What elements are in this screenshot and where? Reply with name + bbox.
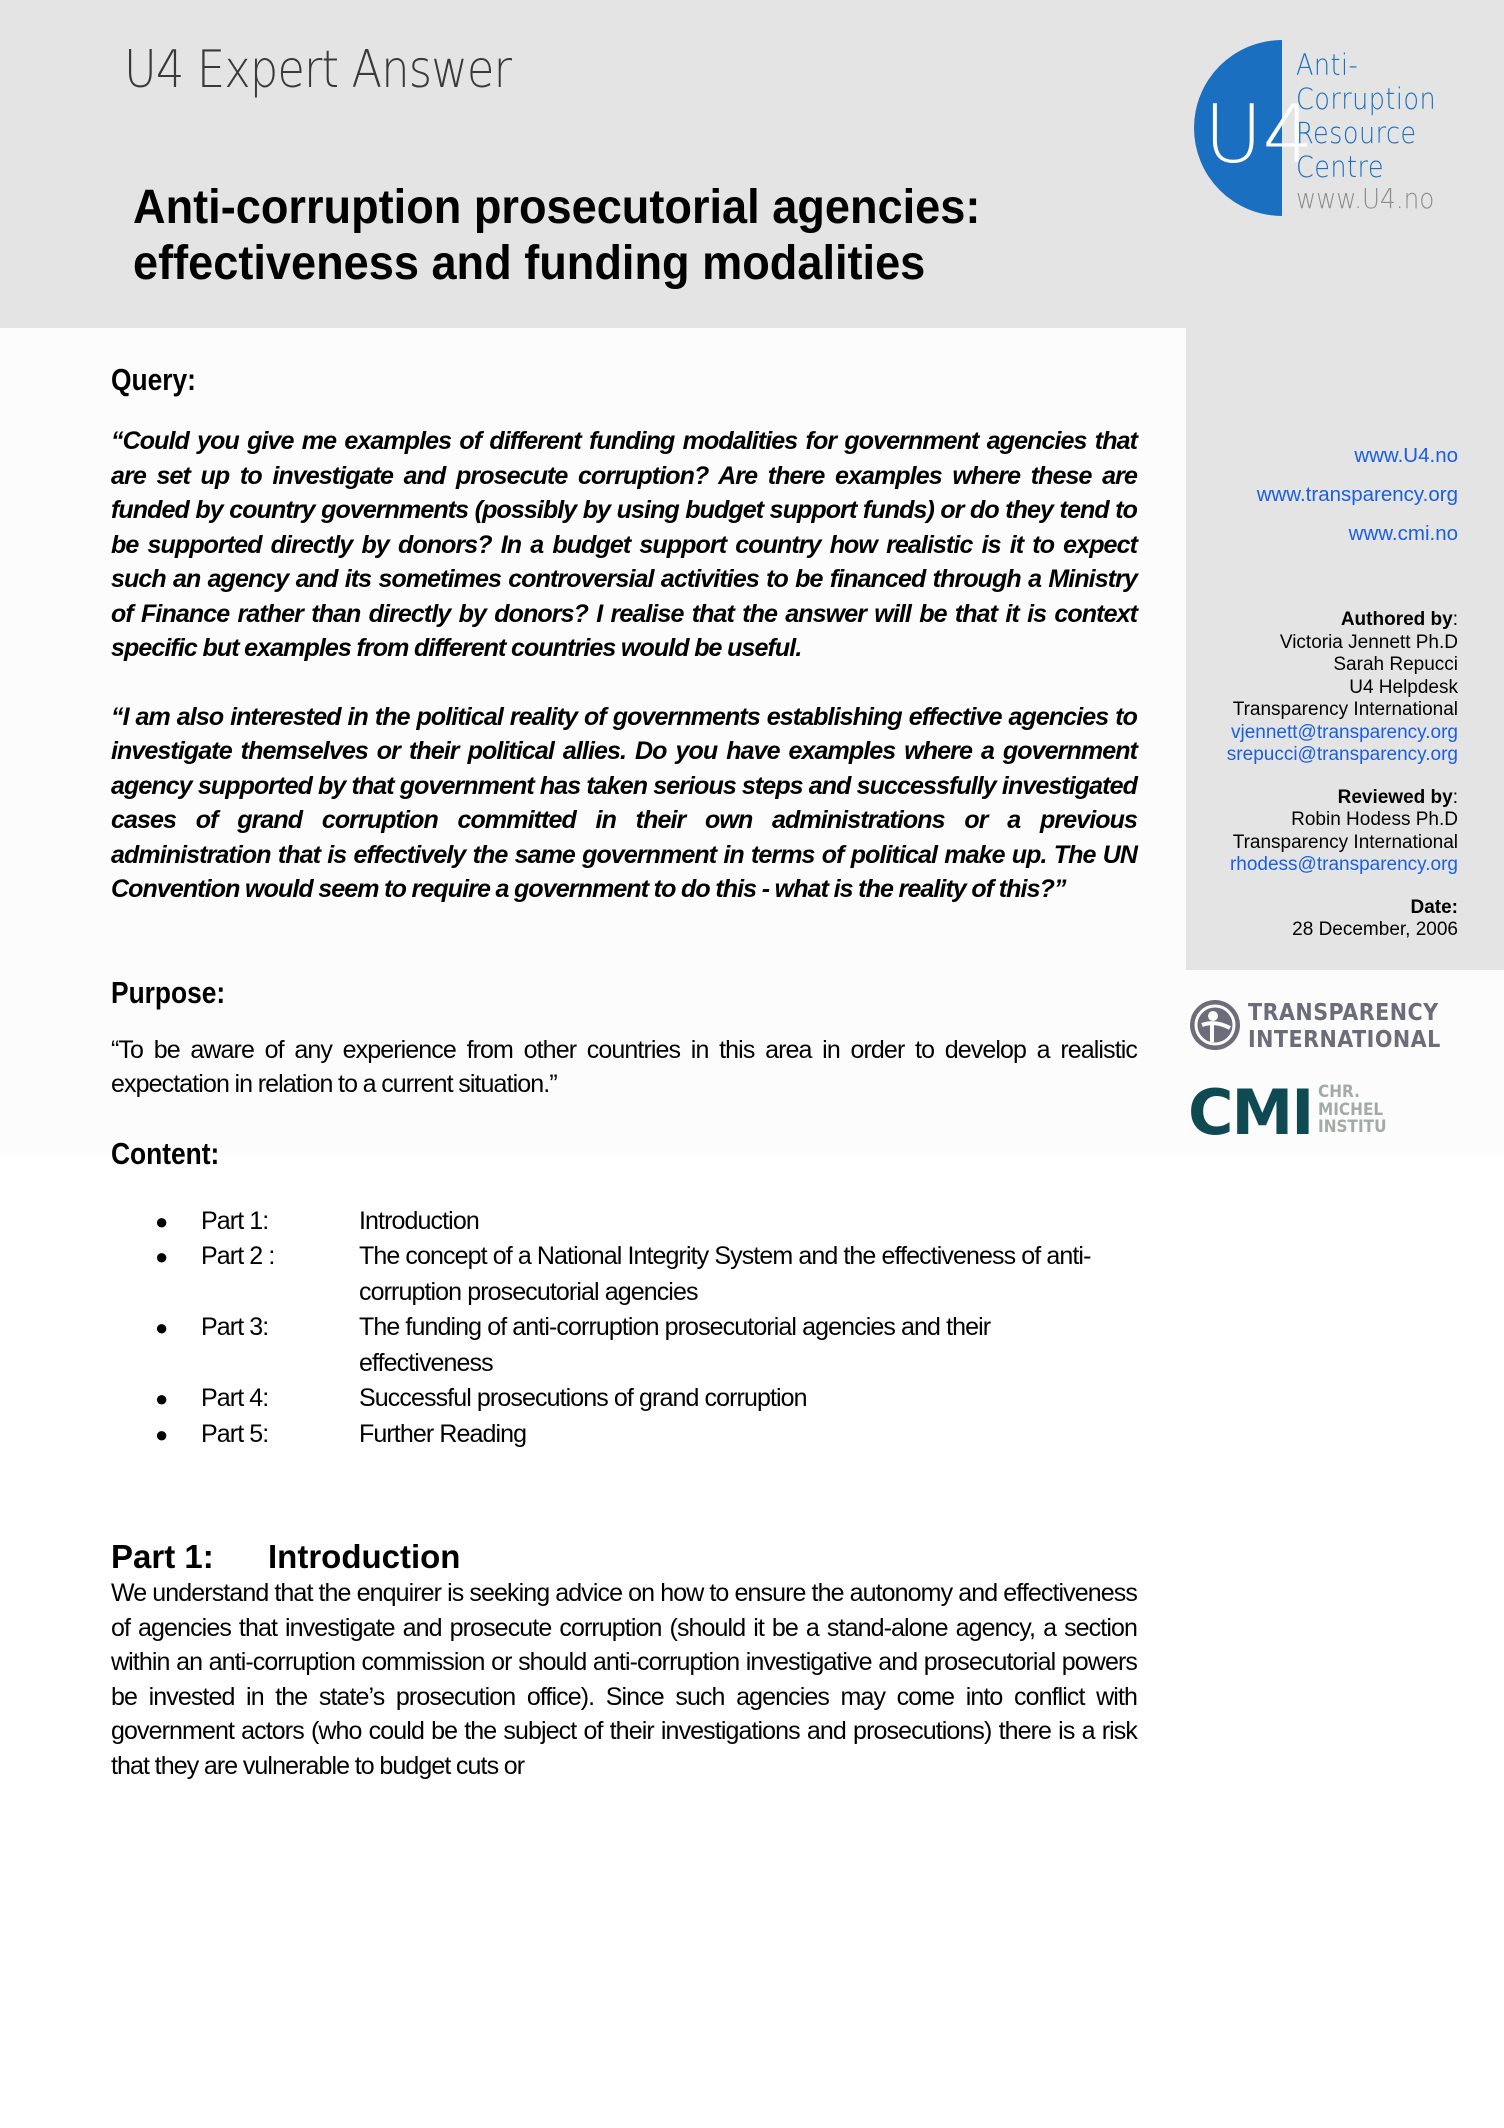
bullet-icon: ● [155,1315,168,1340]
bullet-icon: ● [155,1386,168,1411]
date-block [1186,897,1458,942]
part-label: Part 1: [201,1206,269,1235]
ti-line: INTERNATIONAL [1248,1027,1441,1053]
bullet-icon: ● [155,1244,168,1269]
reviewed-label: Reviewed by [1337,786,1453,808]
author-email-link[interactable]: vjennett@transparency.org [1231,721,1458,743]
link-u4[interactable]: www.U4.no [1354,444,1458,467]
u4-logo-url: www.U4.no [1296,182,1435,215]
title-line-2: effectiveness and funding modalities [133,237,926,290]
part-text: Further Reading [359,1419,527,1448]
query-heading: Query: [111,362,196,397]
document-title [133,180,1120,292]
reviewed-block: Reviewed by: Robin Hodess Ph.D Transparency International rhodess@transparency.org [1186,787,1458,877]
transparency-international-logo [1188,998,1458,1058]
part-label: Part 4: [201,1384,269,1412]
authored-block: Authored by: Victoria Jennett Ph.D Sarah Repucci U4 Helpdesk Transparency International vjennett@transparency.org srepucci@transparency.org [1186,609,1458,767]
part-label: Part 2 : [201,1242,275,1270]
bullet-icon: ● [155,1421,168,1447]
u4-line: Centre [1296,150,1384,184]
u4-logo-text [1296,48,1436,184]
u4-line: Corruption [1296,82,1437,116]
date-value: 28 December, 2006 [1292,919,1458,940]
author-name: Victoria Jennett Ph.D [1279,631,1458,653]
link-cmi[interactable]: www.cmi.no [1348,522,1458,545]
ti-logo-text [1248,1000,1441,1054]
cmi-logo [1188,1076,1418,1149]
content-heading: Content: [111,1135,220,1171]
cmi-line: MICHEL [1318,1099,1384,1120]
reviewer-email-link[interactable]: rhodess@transparency.org [1229,854,1458,875]
series-title: U4 Expert Answer [124,40,512,100]
part1-title: Introduction [268,1538,461,1575]
part-text: Introduction [359,1206,479,1235]
part1-number: Part 1: [111,1538,214,1575]
content-item [155,1417,1137,1453]
content-item [155,1204,1137,1240]
date-label: Date: [1410,896,1458,918]
query-paragraph-2: “I am also interested in the political reality of governments establishing effective agencies to investigate themselves or their political allies. Do you have examples where a government agency supported by that government has taken serious steps and successfully investigated cases of grand corruption committed in their own administrations or a previous administration that is effectively the same government in terms of political make up. The UN Convention would seem to require a government to do this - what is the reality of this?” [111,702,1137,903]
title-line-1: Anti-corruption prosecutorial agencies: [133,181,981,234]
cmi-logo-text [1318,1084,1387,1137]
query-paragraph-1: “Could you give me examples of different funding modalities for government agencies that are set up to investigate and prosecute corruption? Are there examples where these are funded by country governments (possibly by using budget support funds) or do they tend to be supported directly by donors? In a budget support country how realistic is it to expect such an agency and its sometimes controversial activities to be financed through a Ministry of Finance rather than directly by donors? I realise that the answer will be that it is context specific but examples from different countries would be useful. [111,427,1137,662]
content-list [155,1204,1137,1453]
cmi-line: CHR. [1318,1082,1360,1102]
ti-globe-icon [1188,998,1242,1052]
author-org: Transparency International [1232,699,1458,720]
cmi-mark: CMI [1188,1076,1313,1149]
part-label: Part 3: [201,1313,269,1341]
u4-logo [1194,40,1494,230]
part-text: Successful prosecutions of grand corruption [359,1384,807,1412]
content-item [155,1310,1137,1381]
main-content [111,362,1137,1783]
part-label: Part 5: [201,1419,269,1448]
bullet-icon: ● [155,1208,168,1234]
cmi-line: INSTITU [1318,1117,1387,1137]
author-name: Sarah Repucci [1333,654,1458,675]
content-item [155,1239,1137,1310]
u4-line: Anti- [1296,48,1359,82]
ti-line: TRANSPARENCY [1248,1000,1439,1026]
author-email-link[interactable]: srepucci@transparency.org [1226,744,1458,765]
part-text: The concept of a National Integrity System and the effectiveness of anti-corruption prosecutorial agencies [359,1242,1091,1306]
purpose-text: “To be aware of any experience from other countries in this area in order to develop a realistic expectation in relation to a current situation.” [111,1035,1137,1098]
part1-heading [111,1538,1137,1576]
content-item [155,1381,1137,1417]
part-text: The funding of anti-corruption prosecutorial agencies and their effectiveness [359,1313,991,1377]
reviewer-org: Transparency International [1232,831,1458,853]
reviewer-name: Robin Hodess Ph.D [1291,809,1458,830]
u4-line: Resource [1296,116,1417,150]
authored-label: Authored by [1340,609,1453,630]
purpose-heading: Purpose: [111,974,226,1010]
svg-text:U4: U4 [1204,88,1314,181]
author-org: U4 Helpdesk [1349,676,1458,698]
link-transparency[interactable]: www.transparency.org [1256,483,1458,506]
sidebar [1186,436,1458,942]
part1-text: We understand that the enquirer is seeking advice on how to ensure the autonomy and effectiveness of agencies that investigate and prosecute corruption (should it be a stand-alone agency, a section within an anti-corruption commission or should anti-corruption investigative and prosecutorial powers be invested in the state’s prosecution office). Since such agencies may come into conflict with government actors (who could be the subject of their investigations and prosecutions) there is a risk that they are vulnerable to budget cuts or [111,1579,1137,1780]
